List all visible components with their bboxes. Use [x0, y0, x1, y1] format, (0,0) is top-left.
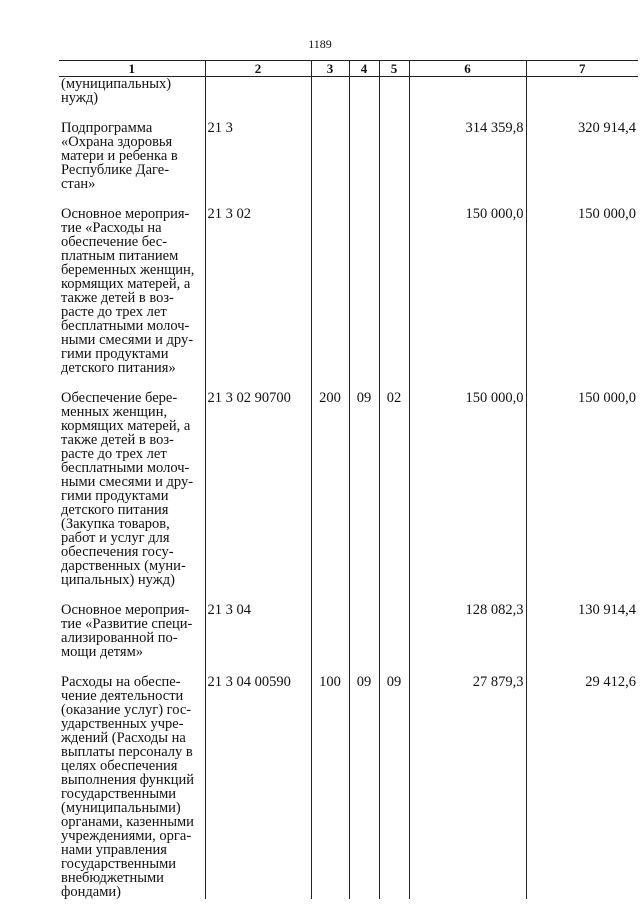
table-row	[59, 603, 638, 659]
spacer-cell	[349, 659, 379, 675]
table-row	[59, 207, 638, 375]
expense-name: (муниципальных) нужд)	[59, 77, 205, 106]
col-header-4: 4	[349, 61, 379, 77]
amount-year-2: 150 000,0	[526, 391, 638, 587]
subsection-code	[379, 207, 409, 375]
spacer-cell	[526, 659, 638, 675]
spacer-cell	[526, 587, 638, 603]
target-article-code: 21 3 02	[205, 207, 311, 375]
section-code	[349, 207, 379, 375]
spacer-cell	[379, 191, 409, 207]
spacer-cell	[205, 659, 311, 675]
expense-type-code	[311, 77, 349, 106]
header-row	[59, 61, 638, 77]
col-header-2: 2	[205, 61, 311, 77]
spacer-cell	[349, 587, 379, 603]
row-spacer	[59, 587, 638, 603]
spacer-cell	[59, 375, 205, 391]
spacer-cell	[379, 659, 409, 675]
row-spacer	[59, 375, 638, 391]
spacer-cell	[379, 375, 409, 391]
spacer-cell	[526, 191, 638, 207]
spacer-cell	[409, 191, 526, 207]
col-header-1: 1	[59, 61, 205, 77]
spacer-cell	[311, 659, 349, 675]
spacer-cell	[526, 105, 638, 121]
spacer-cell	[311, 587, 349, 603]
section-code: 09	[349, 391, 379, 587]
target-article-code	[205, 77, 311, 106]
amount-year-2: 320 914,4	[526, 121, 638, 191]
target-article-code: 21 3 04	[205, 603, 311, 659]
expense-name: Подпрограмма «Охрана здоровья матери и ребенка в Республике Даге- стан»	[59, 121, 205, 191]
spacer-cell	[311, 375, 349, 391]
expense-name: Расходы на обеспе- чение деятельности (оказание услуг) гос- ударственных учре- ждений (Расходы на выплаты персоналу в целях обеспечения выполнения функций государственными (муниципальными) органами, казенными учреждениями, орга- нами управления государственными внебюджетными фондами)	[59, 675, 205, 899]
spacer-cell	[311, 191, 349, 207]
subsection-code	[379, 77, 409, 106]
expense-type-code	[311, 207, 349, 375]
expense-type-code: 200	[311, 391, 349, 587]
table-row	[59, 675, 638, 899]
section-code	[349, 121, 379, 191]
col-header-6: 6	[409, 61, 526, 77]
spacer-cell	[349, 375, 379, 391]
amount-year-2	[526, 77, 638, 106]
page-number: 1189	[308, 37, 332, 51]
spacer-cell	[409, 105, 526, 121]
spacer-cell	[349, 105, 379, 121]
spacer-cell	[379, 587, 409, 603]
spacer-cell	[311, 105, 349, 121]
col-header-7: 7	[526, 61, 638, 77]
amount-year-2: 130 914,4	[526, 603, 638, 659]
row-spacer	[59, 659, 638, 675]
section-code: 09	[349, 675, 379, 899]
expense-type-code	[311, 121, 349, 191]
amount-year-1: 128 082,3	[409, 603, 526, 659]
amount-year-2: 29 412,6	[526, 675, 638, 899]
target-article-code: 21 3 02 90700	[205, 391, 311, 587]
spacer-cell	[205, 375, 311, 391]
spacer-cell	[205, 587, 311, 603]
spacer-cell	[526, 375, 638, 391]
row-spacer	[59, 105, 638, 121]
spacer-cell	[409, 375, 526, 391]
section-code	[349, 77, 379, 106]
target-article-code: 21 3 04 00590	[205, 675, 311, 899]
subsection-code	[379, 603, 409, 659]
subsection-code: 02	[379, 391, 409, 587]
row-spacer	[59, 191, 638, 207]
spacer-cell	[205, 191, 311, 207]
spacer-cell	[59, 105, 205, 121]
budget-table	[59, 60, 638, 899]
spacer-cell	[59, 659, 205, 675]
col-header-3: 3	[311, 61, 349, 77]
spacer-cell	[409, 587, 526, 603]
amount-year-1: 27 879,3	[409, 675, 526, 899]
table-row	[59, 391, 638, 587]
expense-type-code	[311, 603, 349, 659]
spacer-cell	[205, 105, 311, 121]
spacer-cell	[59, 587, 205, 603]
col-header-5: 5	[379, 61, 409, 77]
target-article-code: 21 3	[205, 121, 311, 191]
amount-year-1: 150 000,0	[409, 207, 526, 375]
expense-name: Основное мероприя- тие «Развитие специ- ализированной по- мощи детям»	[59, 603, 205, 659]
section-code	[349, 603, 379, 659]
expense-type-code: 100	[311, 675, 349, 899]
spacer-cell	[349, 191, 379, 207]
spacer-cell	[59, 191, 205, 207]
subsection-code	[379, 121, 409, 191]
expense-name: Обеспечение бере- менных женщин, кормящих матерей, а также детей в воз- расте до трех лет бесплатными молоч- ными смесями и дру- гими продуктами детского питания (Закупка товаров, работ и услуг для обеспечения госу- дарственных (муни- ципальных) нужд)	[59, 391, 205, 587]
amount-year-1: 314 359,8	[409, 121, 526, 191]
table-body	[59, 77, 638, 900]
spacer-cell	[379, 105, 409, 121]
spacer-cell	[409, 659, 526, 675]
table-row	[59, 121, 638, 191]
subsection-code: 09	[379, 675, 409, 899]
amount-year-2: 150 000,0	[526, 207, 638, 375]
expense-name: Основное мероприя- тие «Расходы на обеспечение бес- платным питанием беременных женщин, кормящих матерей, а также детей в воз- расте до трех лет бесплатными молоч- ными смесями и дру- гими продуктами детского питания»	[59, 207, 205, 375]
amount-year-1	[409, 77, 526, 106]
amount-year-1: 150 000,0	[409, 391, 526, 587]
table-row	[59, 77, 638, 106]
